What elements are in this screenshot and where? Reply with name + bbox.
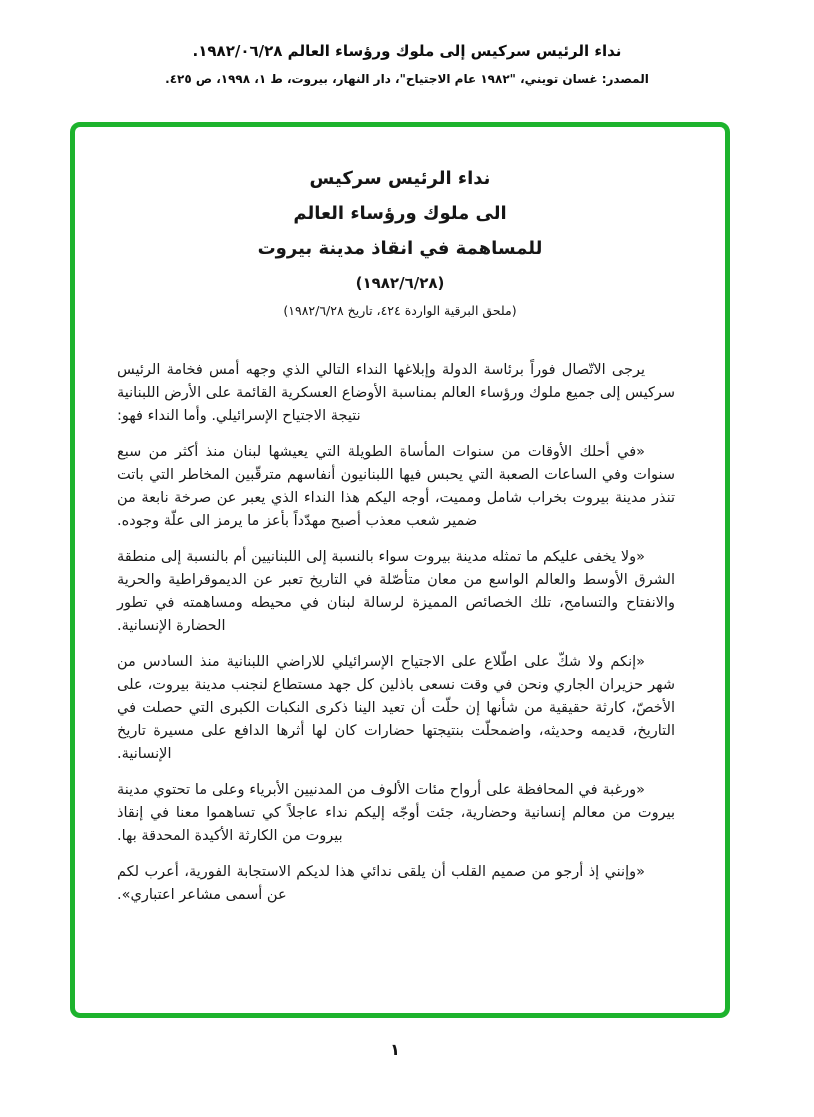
title-date: (١٩٨٢/٦/٢٨) (355, 274, 445, 292)
title-block (75, 127, 725, 321)
title-line-3: للمساهمة في انقاذ مدينة بيروت (257, 238, 543, 259)
paragraph-appeal-4: «ورغبة في المحافظة على أرواح مئات الألوف من المدنيين الأبرياء وعلى ما تحتوي مدينة بيروت من معالم إنسانية وحضارية، جئت أوجّه إليكم نداء عاجلاً كي تساهموا معنا في إنقاذ بيروت من الكارثة الأكيدة المحدقة بها. (117, 782, 675, 844)
attachment-note: (ملحق البرقية الواردة ٤٢٤، تاريخ ١٩٨٢/٦/٢٨) (283, 303, 517, 318)
header-title: نداء الرئيس سركيس إلى ملوك ورؤساء العالم ١٩٨٢/٠٦/٢٨. (192, 42, 622, 60)
document-header (0, 40, 814, 88)
paragraph-appeal-2: «ولا يخفى عليكم ما تمثله مدينة بيروت سواء بالنسبة إلى اللبنانيين أم بالنسبة إلى منطقة الشرق الأوسط والعالم الواسع من معان متأصّلة في التاريخ تعبر عن الديموقراطية والحرية والانفتاح والتسامح، تلك الخصائص المميزة لرسالة لبنان في محيطه ومساهمته في تطور الحضارة الإنسانية. (117, 549, 675, 634)
green-frame (70, 122, 730, 1018)
paragraph-closing: «وإنني إذ أرجو من صميم القلب أن يلقى ندائي هذا لديكم الاستجابة الفورية، أعرب لكم عن أسمى مشاعر اعتباري». (117, 864, 645, 903)
title-line-2: الى ملوك ورؤساء العالم (293, 203, 507, 224)
paragraph-intro: يرجى الاتّصال فوراً برئاسة الدولة وإبلاغها النداء التالي الذي وجهه أمس فخامة الرئيس سركيس إلى جميع ملوك ورؤساء العالم بمناسبة الأوضاع العسكرية القائمة على الأرض اللبنانية نتيجة الاجتياح الإسرائيلي. وأما النداء فهو: (117, 362, 675, 424)
title-line-1: نداء الرئيس سركيس (309, 168, 491, 189)
paragraph-appeal-3: «إنكم ولا شكّ على اطّلاع على الاجتياح الإسرائيلي للاراضي اللبنانية منذ السادس من شهر حزيران الجاري ونحن في وقت نسعى باذلين كل جهد مستطاع لنجنب مدينة بيروت، على الأخصّ، كارثة حقيقية من شأنها إن حلّت أن تعيد الينا ذكرى النكبات الكبرى التي حصلت في التاريخ، قديمه وحديثه، واضمحلّت بنتيجتها حضارات كان لها أثرها الدافع على مسيرة تاريخ الإنسانية. (117, 654, 675, 762)
letter-body (75, 359, 725, 907)
header-source: المصدر: غسان تويني، "١٩٨٢ عام الاجتياح"، دار النهار، بيروت، ط ١، ١٩٩٨، ص ٤٢٥. (165, 72, 649, 86)
page-number: ١ (390, 1040, 400, 1059)
paragraph-appeal-1: «في أحلك الأوقات من سنوات المأساة الطويلة التي يعيشها لبنان منذ أكثر من سبع سنوات وفي الساعات الصعبة التي يحبس فيها اللبنانيون أنفاسهم مترقّبين المخاطر التي باتت تنذر مدينة بيروت بخراب شامل ومميت، أوجه اليكم هذا النداء الذي يعبر عن صرخة نابعة من ضمير شعب معذب أصبح مهدّداً بأعز ما يرمز الى علّة وجوده. (117, 444, 675, 529)
